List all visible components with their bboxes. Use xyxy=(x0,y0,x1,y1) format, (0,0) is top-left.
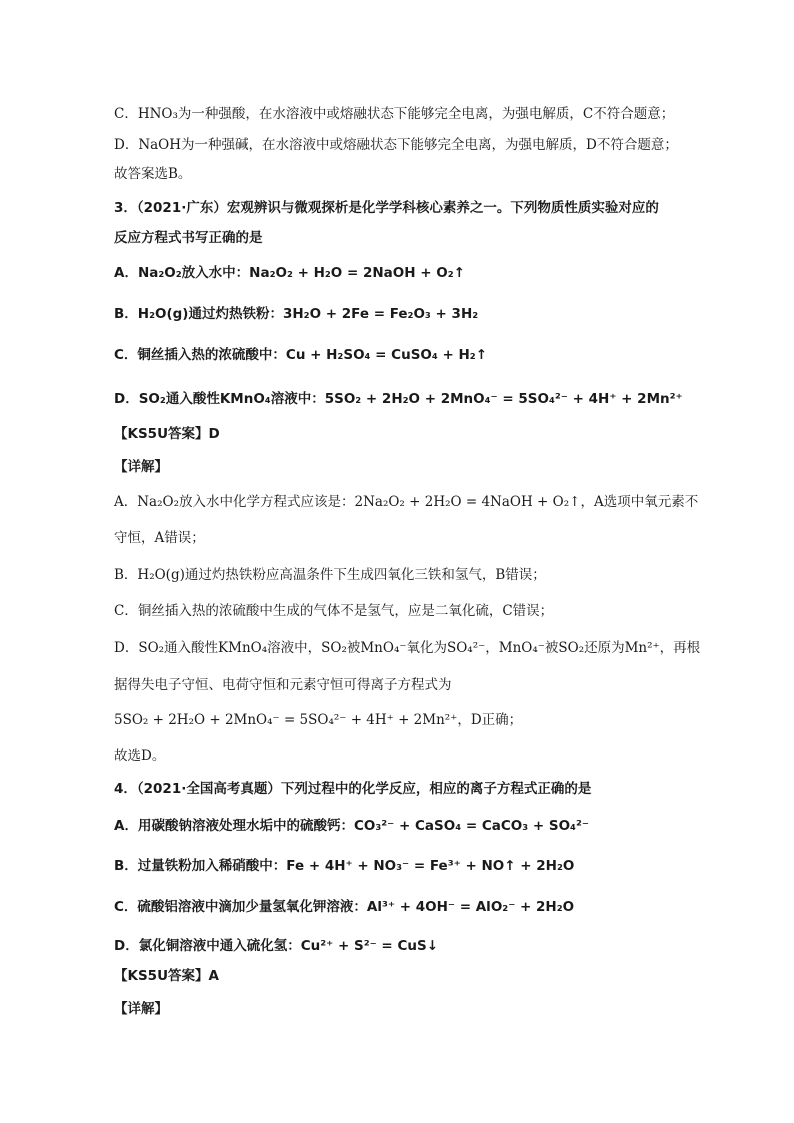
answer-label: 【KS5U答案】A xyxy=(114,968,219,984)
text-line: D．NaOH为一种强碱，在水溶液中或熔融状态下能够完全电离，为强电解质，D不符合题意； xyxy=(114,137,678,153)
question-stem: 3．（2021·广东）宏观辨识与微观探析是化学学科核心素养之一。下列物质性质实验对应的 xyxy=(114,200,659,216)
text-line: B．H₂O(g)通过灼热铁粉应高温条件下生成四氧化三铁和氢气，B错误； xyxy=(114,567,546,583)
text-line: 据得失电子守恒、电荷守恒和元素守恒可得离子方程式为 xyxy=(114,677,452,693)
option-c: C．铜丝插入热的浓硫酸中：Cu + H₂SO₄ = CuSO₄ + H₂↑ xyxy=(114,347,488,363)
option-c: C．硫酸铝溶液中滴加少量氢氧化钾溶液：Al³⁺ + 4OH⁻ = AlO₂⁻ + 2H₂O xyxy=(114,899,575,915)
option-d: D．氯化铜溶液中通入硫化氢：Cu²⁺ + S²⁻ = CuS↓ xyxy=(114,938,438,954)
text-line: C．HNO₃为一种强酸，在水溶液中或熔融状态下能够完全电离，为强电解质，C不符合题意； xyxy=(114,106,675,122)
text-line: A．Na₂O₂放入水中化学方程式应该是：2Na₂O₂ + 2H₂O = 4NaOH + O₂↑，A选项中氧元素不 xyxy=(114,494,699,510)
text-line: 故选D。 xyxy=(114,748,166,764)
detail-heading: 【详解】 xyxy=(114,1001,168,1017)
option-a: A．Na₂O₂放入水中：Na₂O₂ + H₂O = 2NaOH + O₂↑ xyxy=(114,265,465,281)
text-line: C．铜丝插入热的浓硫酸中生成的气体不是氢气，应是二氧化硫，C错误； xyxy=(114,603,554,619)
text-line: D．SO₂通入酸性KMnO₄溶液中，SO₂被MnO₄⁻氧化为SO₄²⁻，MnO₄⁻被SO₂还原为Mn²⁺，再根 xyxy=(114,640,701,656)
text-line: 故答案选B。 xyxy=(114,166,192,182)
question-stem: 4．（2021·全国高考真题）下列过程中的化学反应，相应的离子方程式正确的是 xyxy=(114,781,592,797)
option-d: D．SO₂通入酸性KMnO₄溶液中：5SO₂ + 2H₂O + 2MnO₄⁻ = 5SO₄²⁻ + 4H⁺ + 2Mn²⁺ xyxy=(114,391,683,407)
option-b: B．过量铁粉加入稀硝酸中：Fe + 4H⁺ + NO₃⁻ = Fe³⁺ + NO↑ + 2H₂O xyxy=(114,858,575,874)
option-b: B．H₂O(g)通过灼热铁粉：3H₂O + 2Fe = Fe₂O₃ + 3H₂ xyxy=(114,306,479,322)
text-line: 守恒，A错误； xyxy=(114,530,205,546)
question-stem: 反应方程式书写正确的是 xyxy=(114,230,263,246)
detail-heading: 【详解】 xyxy=(114,459,168,475)
text-line: 5SO₂ + 2H₂O + 2MnO₄⁻ = 5SO₄²⁻ + 4H⁺ + 2Mn²⁺，D正确； xyxy=(114,712,523,728)
answer-label: 【KS5U答案】D xyxy=(114,426,220,442)
option-a: A．用碳酸钠溶液处理水垢中的硫酸钙：CO₃²⁻ + CaSO₄ = CaCO₃ + SO₄²⁻ xyxy=(114,818,590,834)
